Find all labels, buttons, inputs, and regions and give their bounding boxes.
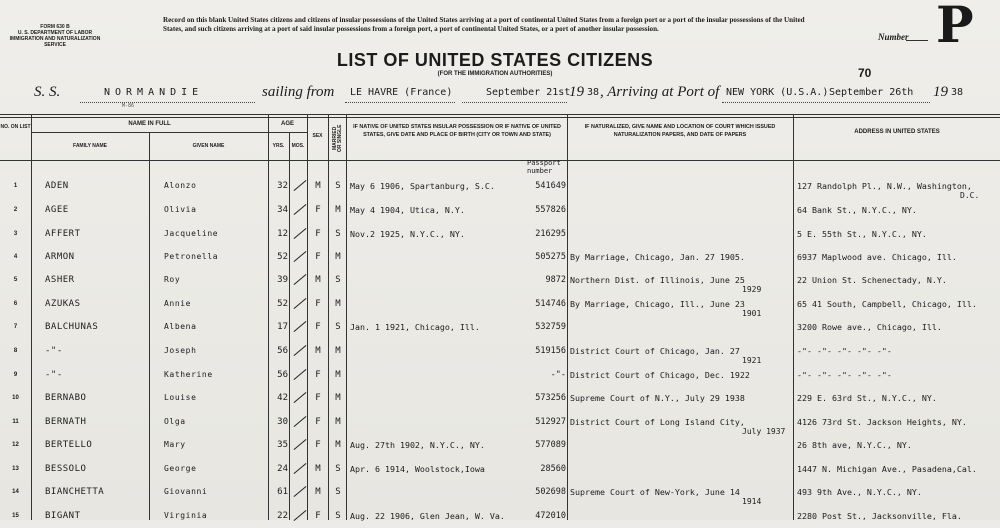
given-name: Albena bbox=[164, 322, 197, 331]
table-row bbox=[0, 434, 1000, 457]
age-subheader-rule bbox=[268, 132, 307, 133]
departure-date: September 21st bbox=[486, 87, 571, 98]
table-top-rule bbox=[0, 114, 1000, 115]
row-number: 6 bbox=[13, 301, 18, 307]
us-address: 6937 Maplwood ave. Chicago, Ill. bbox=[797, 252, 957, 262]
passport-number: 519156 bbox=[535, 346, 566, 356]
family-name: AZUKAS bbox=[45, 299, 81, 309]
us-address: -"- -"- -"- -"- -"- bbox=[797, 346, 892, 356]
age-years: 34 bbox=[277, 205, 288, 215]
ss-label: S. S. bbox=[34, 84, 61, 100]
marital-status: S bbox=[335, 322, 341, 332]
months-tick-mark bbox=[290, 367, 308, 381]
header-married-single: MARRIED OR SINGLE bbox=[332, 124, 343, 152]
row-number: 11 bbox=[12, 419, 19, 425]
naturalization-info: District Court of Chicago, Jan. 27 bbox=[570, 346, 740, 356]
age-years: 52 bbox=[277, 299, 288, 309]
naturalization-info: District Court of Chicago, Dec. 1922 bbox=[570, 370, 750, 380]
arrival-date: September 26th bbox=[829, 87, 914, 98]
table-row bbox=[0, 269, 1000, 292]
us-address: 127 Randolph Pl., N.W., Washington, bbox=[797, 181, 972, 191]
row-number: 9 bbox=[13, 372, 18, 378]
header-birth: IF NATIVE OF UNITED STATES INSULAR POSSESSION OR IF NATIVE OF UNITED STATES, GIVE DATE AND PLACE OF BIRTH (CITY OR TOWN AND STATE) bbox=[353, 124, 561, 138]
sex: F bbox=[315, 299, 321, 309]
department-name: U. S. DEPARTMENT OF LABOR bbox=[17, 30, 93, 36]
marital-status: M bbox=[335, 440, 341, 450]
family-name: BIANCHETTA bbox=[45, 487, 105, 497]
birth-info: May 6 1906, Spartanburg, S.C. bbox=[350, 181, 495, 191]
family-name: BIGANT bbox=[45, 511, 81, 521]
family-name: BESSOLO bbox=[45, 464, 87, 474]
us-address: 26 8th ave, N.Y.C., NY. bbox=[797, 440, 912, 450]
marital-status: M bbox=[335, 252, 341, 262]
page-title: LIST OF UNITED STATES CITIZENS bbox=[336, 50, 654, 70]
passport-number-label: Passport number bbox=[527, 159, 561, 175]
marital-status: M bbox=[335, 299, 341, 309]
birth-info: Nov.2 1925, N.Y.C., NY. bbox=[350, 229, 465, 239]
age-years: 12 bbox=[277, 229, 288, 239]
row-number: 10 bbox=[12, 395, 19, 401]
passport-number: 557826 bbox=[535, 205, 566, 215]
table-row bbox=[0, 387, 1000, 410]
marital-status: S bbox=[335, 275, 341, 285]
given-name: Olga bbox=[164, 417, 186, 426]
months-tick-mark bbox=[290, 319, 308, 333]
months-tick-mark bbox=[290, 226, 308, 240]
months-tick-mark bbox=[290, 249, 308, 263]
age-years: 52 bbox=[277, 252, 288, 262]
row-number: 4 bbox=[13, 254, 18, 260]
ship-underline bbox=[80, 102, 255, 103]
months-tick-mark bbox=[290, 390, 308, 404]
table-row bbox=[0, 505, 1000, 528]
age-years: 22 bbox=[277, 511, 288, 521]
us-address: 65 41 South, Campbell, Chicago, Ill. bbox=[797, 299, 977, 309]
port-from-underline bbox=[345, 102, 455, 103]
given-name: Olivia bbox=[164, 205, 197, 214]
table-row bbox=[0, 364, 1000, 387]
passport-number: 505275 bbox=[535, 252, 566, 262]
arrival-year: 38 bbox=[951, 87, 964, 98]
naturalization-info: Supreme Court of N.Y., July 29 1938 bbox=[570, 393, 745, 403]
us-address: 4126 73rd St. Jackson Heights, NY. bbox=[797, 417, 967, 427]
us-address: 22 Union St. Schenectady, N.Y. bbox=[797, 275, 947, 285]
months-tick-mark bbox=[290, 178, 308, 192]
sex: M bbox=[315, 464, 321, 474]
sex: M bbox=[315, 346, 321, 356]
form-preamble: Record on this blank United States citizens and citizens of insular possessions of the United States arriving at a port of continental United States from a foreign port or a port of the insular possessions of the United States, and such citizens arriving at a port of said insular possessions from a foreign port, a port of continental United States, or a port of another insular possession. bbox=[163, 16, 805, 33]
birth-info: May 4 1904, Utica, N.Y. bbox=[350, 205, 465, 215]
us-address: 493 9th Ave., N.Y.C., NY. bbox=[797, 487, 922, 497]
header-naturalized: IF NATURALIZED, GIVE NAME AND LOCATION OF COURT WHICH ISSUED NATURALIZATION PAPERS, AND DATE OF PAPERS bbox=[584, 124, 776, 138]
arrival-underline bbox=[722, 102, 930, 103]
given-name: Katherine bbox=[164, 370, 213, 379]
header-family-name: FAMILY NAME bbox=[73, 143, 107, 149]
age-years: 30 bbox=[277, 417, 288, 427]
table-row bbox=[0, 293, 1000, 316]
port-to: NEW YORK (U.S.A.) bbox=[726, 87, 829, 98]
naturalization-info: By Marriage, Chicago, Ill., June 23 bbox=[570, 299, 745, 309]
voyage-small-note: M-86 bbox=[122, 103, 135, 109]
family-name: BERNATH bbox=[45, 417, 87, 427]
family-name: AGEE bbox=[45, 205, 69, 215]
header-age: AGE bbox=[280, 121, 294, 127]
passport-number: 216295 bbox=[535, 229, 566, 239]
header-no-on-list: NO. ON LIST bbox=[0, 124, 31, 130]
passport-number: 514746 bbox=[535, 299, 566, 309]
age-years: 56 bbox=[277, 346, 288, 356]
age-years: 35 bbox=[277, 440, 288, 450]
header-yrs: YRS. bbox=[272, 143, 285, 149]
table-row bbox=[0, 223, 1000, 246]
page-letter-stamp: P bbox=[936, 0, 974, 54]
sailing-label: sailing from bbox=[262, 84, 335, 100]
table-row bbox=[0, 316, 1000, 339]
sex: F bbox=[315, 229, 321, 239]
months-tick-mark bbox=[290, 461, 308, 475]
header-address: ADDRESS IN UNITED STATES bbox=[854, 129, 940, 135]
us-address: 229 E. 63rd St., N.Y.C., NY. bbox=[797, 393, 937, 403]
age-years: 39 bbox=[277, 275, 288, 285]
passport-number: 9872 bbox=[545, 275, 566, 285]
months-tick-mark bbox=[290, 437, 308, 451]
header-name-in-full: NAME IN FULL bbox=[128, 121, 171, 127]
given-name: Virginia bbox=[164, 511, 208, 520]
naturalization-info: Supreme Court of New-York, June 14 bbox=[570, 487, 740, 497]
naturalization-year: 1914 bbox=[742, 497, 762, 506]
months-tick-mark bbox=[290, 296, 308, 310]
months-tick-mark bbox=[290, 414, 308, 428]
sex: F bbox=[315, 370, 321, 380]
table-row bbox=[0, 458, 1000, 481]
naturalization-year: 1901 bbox=[742, 309, 762, 318]
passport-number: 28560 bbox=[540, 464, 566, 474]
us-address: -"- -"- -"- -"- -"- bbox=[797, 370, 892, 380]
family-name: ARMON bbox=[45, 252, 75, 262]
row-number: 15 bbox=[12, 513, 19, 519]
form-number: FORM 630 B bbox=[40, 24, 70, 30]
sex: M bbox=[315, 275, 321, 285]
given-name: Alonzo bbox=[164, 181, 197, 190]
months-tick-mark bbox=[290, 343, 308, 357]
family-name: BERNABO bbox=[45, 393, 87, 403]
sheet-number: 70 bbox=[858, 66, 872, 80]
naturalization-year: 1921 bbox=[742, 356, 762, 365]
marital-status: M bbox=[335, 417, 341, 427]
passport-number: 573256 bbox=[535, 393, 566, 403]
us-address: 1447 N. Michigan Ave., Pasadena,Cal. bbox=[797, 464, 977, 474]
arriving-label: , Arriving at Port of bbox=[600, 84, 720, 100]
row-number: 3 bbox=[13, 231, 18, 237]
us-address: 2280 Post St., Jacksonville, Fla. bbox=[797, 511, 962, 521]
passport-number: 512927 bbox=[535, 417, 566, 427]
row-number: 5 bbox=[13, 277, 18, 283]
departure-underline bbox=[462, 102, 567, 103]
row-number: 1 bbox=[13, 183, 18, 189]
months-tick-mark bbox=[290, 202, 308, 216]
naturalization-info: By Marriage, Chicago, Jan. 27 1905. bbox=[570, 252, 745, 262]
table-row bbox=[0, 340, 1000, 363]
given-name: Giovanni bbox=[164, 487, 208, 496]
given-name: Annie bbox=[164, 299, 192, 308]
number-label: Number bbox=[878, 32, 909, 42]
us-address: 3200 Rowe ave., Chicago, Ill. bbox=[797, 322, 942, 332]
marital-status: S bbox=[335, 511, 341, 521]
given-name: Louise bbox=[164, 393, 197, 402]
family-name: ADEN bbox=[45, 181, 69, 191]
family-name: AFFERT bbox=[45, 229, 81, 239]
sex: F bbox=[315, 322, 321, 332]
sex: F bbox=[315, 393, 321, 403]
family-name: -"- bbox=[45, 346, 63, 356]
passport-number: -"- bbox=[550, 370, 566, 380]
table-row bbox=[0, 199, 1000, 222]
naturalization-year: July 1937 bbox=[742, 427, 786, 436]
passport-number: 577089 bbox=[535, 440, 566, 450]
us-address: 64 Bank St., N.Y.C., NY. bbox=[797, 205, 917, 215]
given-name: Jacqueline bbox=[164, 229, 219, 238]
table-top-rule-2 bbox=[0, 117, 1000, 118]
given-name: Mary bbox=[164, 440, 186, 449]
sex: F bbox=[315, 252, 321, 262]
family-name: BALCHUNAS bbox=[45, 322, 99, 332]
form-identifier bbox=[2, 24, 108, 48]
given-name: Petronella bbox=[164, 252, 219, 261]
marital-status: S bbox=[335, 229, 341, 239]
birth-info: Jan. 1 1921, Chicago, Ill. bbox=[350, 322, 480, 332]
us-address-continued: D.C. bbox=[960, 191, 980, 200]
months-tick-mark bbox=[290, 272, 308, 286]
row-number: 12 bbox=[12, 442, 19, 448]
sex: M bbox=[315, 487, 321, 497]
age-years: 61 bbox=[277, 487, 288, 497]
departure-year: 38 bbox=[587, 87, 600, 98]
given-name: Joseph bbox=[164, 346, 197, 355]
sex: F bbox=[315, 511, 321, 521]
row-number: 7 bbox=[13, 324, 18, 330]
family-name: ASHER bbox=[45, 275, 75, 285]
family-name: BERTELLO bbox=[45, 440, 93, 450]
row-number: 14 bbox=[12, 489, 19, 495]
row-number: 2 bbox=[13, 207, 18, 213]
port-from: LE HAVRE (France) bbox=[350, 87, 453, 98]
given-name: Roy bbox=[164, 275, 181, 284]
naturalization-year: 1929 bbox=[742, 285, 762, 294]
marital-status: M bbox=[335, 205, 341, 215]
table-row bbox=[0, 246, 1000, 269]
ship-name: NORMANDIE bbox=[104, 87, 204, 98]
age-years: 56 bbox=[277, 370, 288, 380]
age-years: 24 bbox=[277, 464, 288, 474]
naturalization-info: District Court of Long Island City, bbox=[570, 417, 745, 427]
birth-info: Aug. 22 1906, Glen Jean, W. Va. bbox=[350, 511, 505, 521]
given-name: George bbox=[164, 464, 197, 473]
arrival-year-prefix: 19 bbox=[933, 84, 948, 100]
naturalization-info: Northern Dist. of Illinois, June 25 bbox=[570, 275, 745, 285]
marital-status: M bbox=[335, 370, 341, 380]
marital-status: M bbox=[335, 346, 341, 356]
row-number: 8 bbox=[13, 348, 18, 354]
voyage-line bbox=[0, 80, 1000, 106]
birth-info: Aug. 27th 1902, N.Y.C., NY. bbox=[350, 440, 485, 450]
sex: F bbox=[315, 417, 321, 427]
table-row bbox=[0, 411, 1000, 434]
header-mos: MOS. bbox=[291, 143, 305, 149]
age-years: 17 bbox=[277, 322, 288, 332]
row-number: 13 bbox=[12, 466, 19, 472]
table-row bbox=[0, 175, 1000, 198]
header-bottom-rule bbox=[0, 160, 1000, 161]
marital-status: S bbox=[335, 181, 341, 191]
marital-status: S bbox=[335, 464, 341, 474]
passport-number: 472010 bbox=[535, 511, 566, 521]
header-sex: SEX bbox=[312, 133, 323, 139]
age-years: 42 bbox=[277, 393, 288, 403]
us-address: 5 E. 55th St., N.Y.C., NY. bbox=[797, 229, 927, 239]
passport-number: 502698 bbox=[535, 487, 566, 497]
table-row bbox=[0, 481, 1000, 504]
months-tick-mark bbox=[290, 484, 308, 498]
sex: F bbox=[315, 205, 321, 215]
passport-number: 532759 bbox=[535, 322, 566, 332]
marital-status: S bbox=[335, 487, 341, 497]
page-subtitle: (FOR THE IMMIGRATION AUTHORITIES) bbox=[437, 71, 553, 77]
number-rule bbox=[906, 40, 928, 41]
marital-status: M bbox=[335, 393, 341, 403]
departure-year-prefix: 19 bbox=[569, 84, 584, 100]
passport-number: 541649 bbox=[535, 181, 566, 191]
header-given-name: GIVEN NAME bbox=[192, 143, 225, 149]
age-years: 32 bbox=[277, 181, 288, 191]
birth-info: Apr. 6 1914, Woolstock,Iowa bbox=[350, 464, 485, 474]
sex: F bbox=[315, 440, 321, 450]
service-name: IMMIGRATION AND NATURALIZATION SERVICE bbox=[9, 36, 101, 48]
family-name: -"- bbox=[45, 370, 63, 380]
sex: M bbox=[315, 181, 321, 191]
